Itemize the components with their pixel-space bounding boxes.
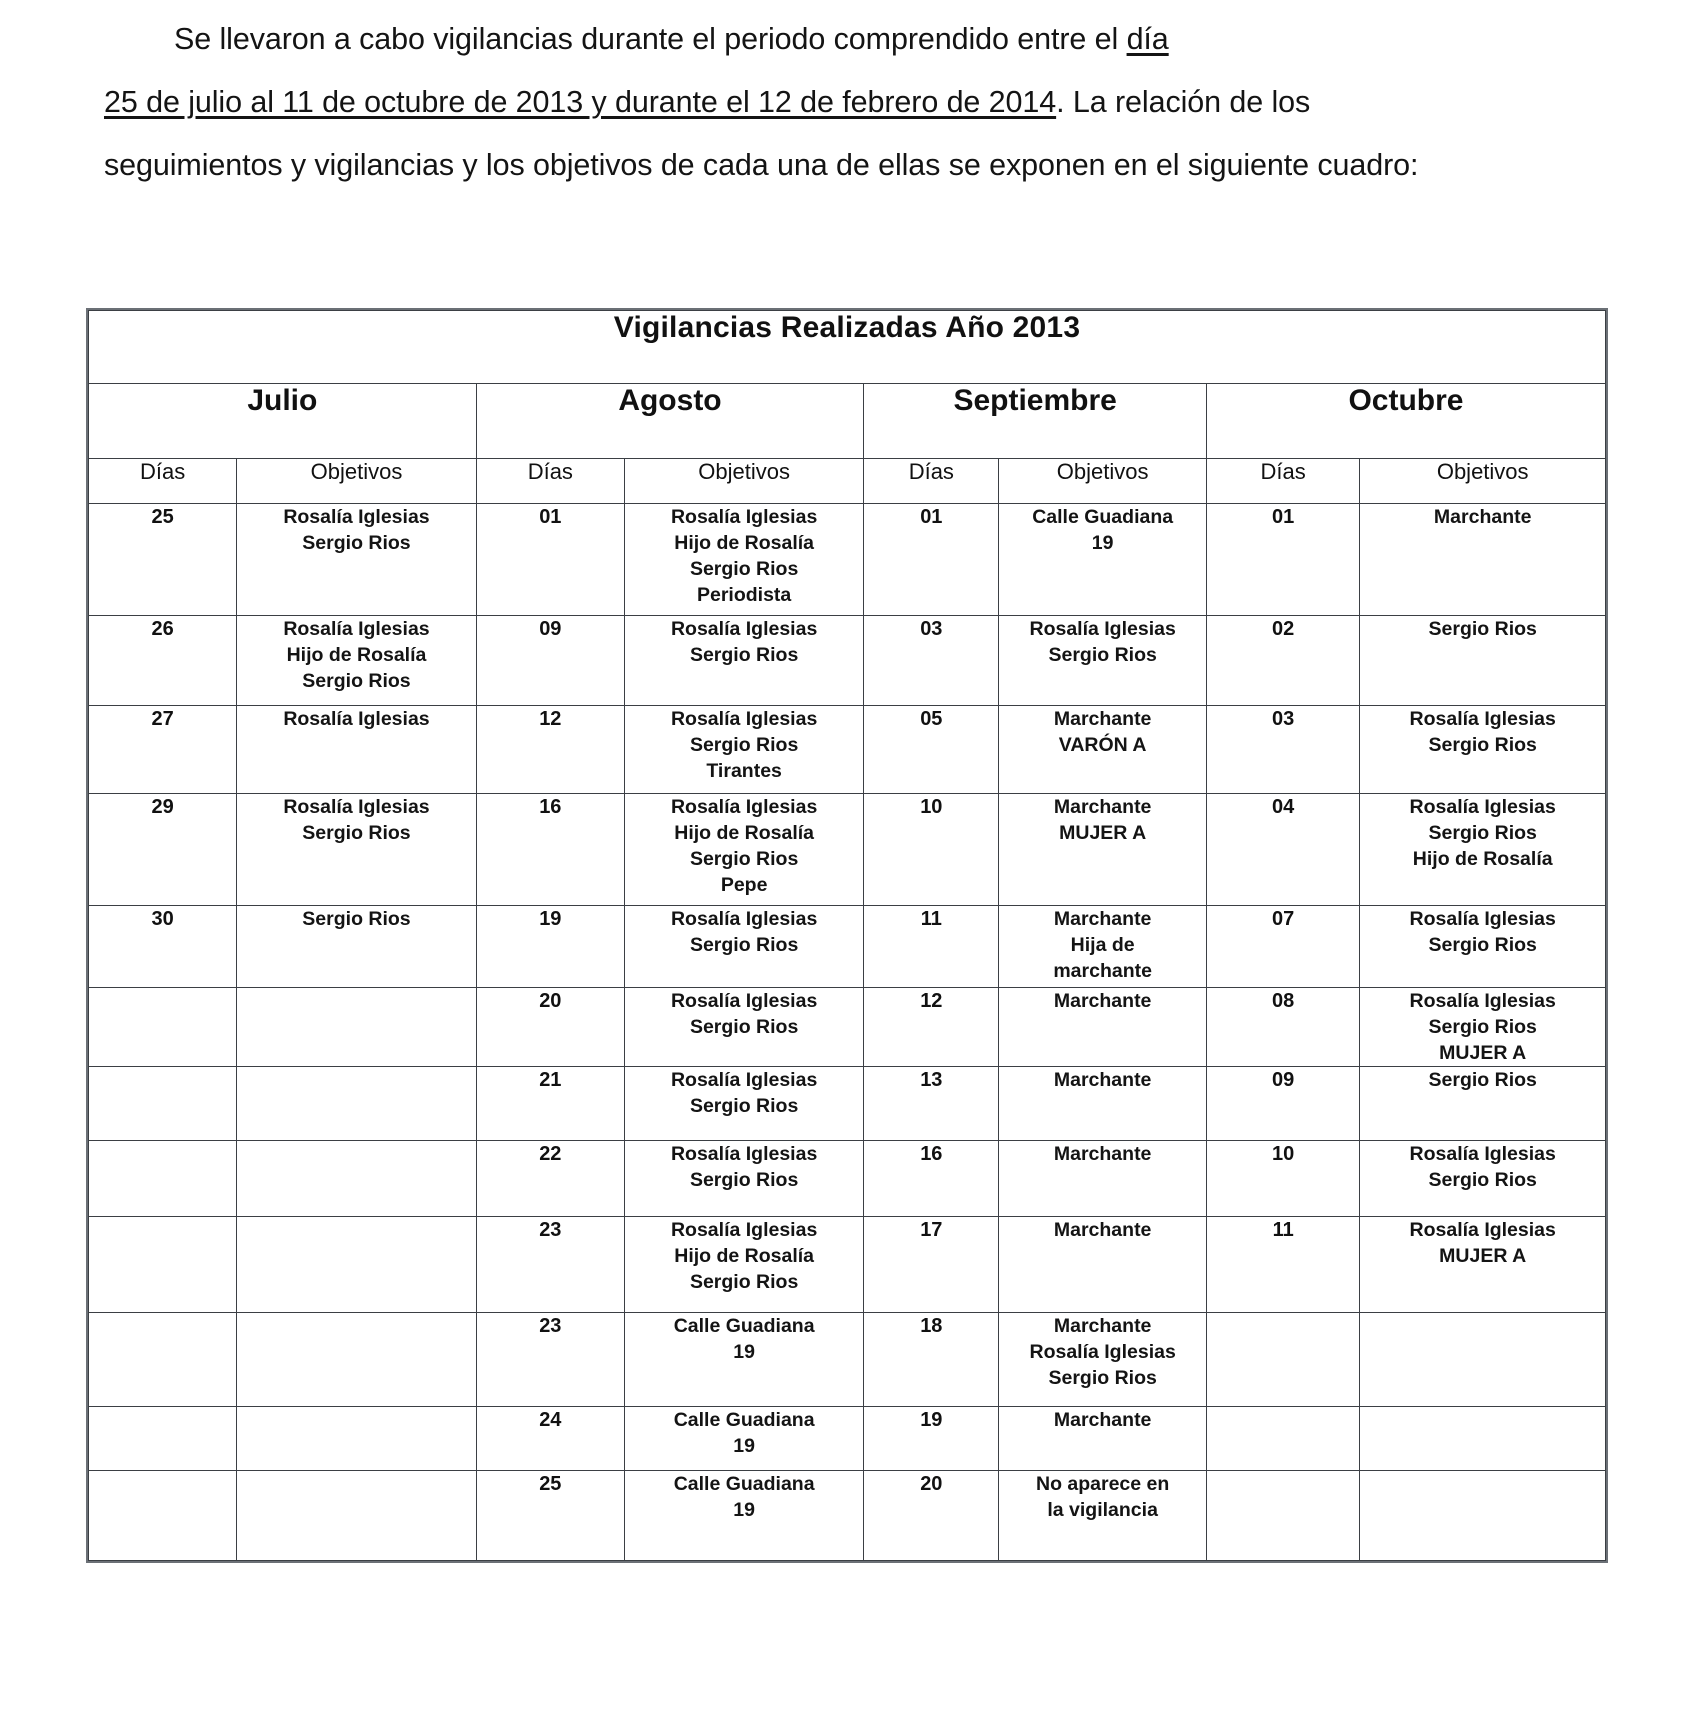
day-cell-julio [89, 1313, 237, 1407]
objective-line: Rosalía Iglesias [283, 618, 430, 640]
day-cell-agosto: 16 [476, 794, 624, 906]
objective-cell-julio [237, 906, 476, 988]
day-cell-septiembre: 17 [864, 1217, 999, 1313]
day-cell-octubre: 11 [1206, 1217, 1359, 1313]
objective-line: Sergio Rios [689, 848, 799, 870]
day-cell-agosto: 21 [476, 1067, 624, 1141]
objective-line: Sergio Rios [302, 908, 411, 930]
intro-line-1-plain: Se llevaron a cabo vigilancias durante el periodo comprendido entre el [174, 22, 1127, 56]
objective-line: Rosalía Iglesias [1409, 708, 1556, 730]
table-title: Vigilancias Realizadas Año 2013 [89, 311, 1606, 384]
objective-line: Rosalía Iglesias [1029, 618, 1176, 640]
objective-line: Calle Guadiana [673, 1409, 815, 1431]
day-cell-octubre [1206, 1471, 1359, 1561]
objective-cell-agosto [624, 988, 863, 1067]
day-cell-julio [89, 1067, 237, 1141]
objective-cell-octubre [1360, 706, 1606, 794]
objective-cell-octubre [1360, 988, 1606, 1067]
day-cell-agosto: 23 [476, 1313, 624, 1407]
day-cell-septiembre: 16 [864, 1141, 999, 1217]
day-cell-septiembre: 20 [864, 1471, 999, 1561]
objective-cell-julio [237, 1471, 476, 1561]
objective-cell-agosto [624, 1141, 863, 1217]
day-cell-septiembre: 19 [864, 1407, 999, 1471]
objective-line: Rosalía Iglesias [1409, 990, 1556, 1012]
objective-cell-octubre [1360, 616, 1606, 706]
objective-line: Rosalía Iglesias [283, 506, 430, 528]
objective-cell-julio [237, 988, 476, 1067]
objective-cell-julio [237, 706, 476, 794]
day-cell-julio: 25 [89, 504, 237, 616]
day-cell-julio: 26 [89, 616, 237, 706]
day-cell-octubre: 09 [1206, 1067, 1359, 1141]
objective-cell-julio [237, 1313, 476, 1407]
objective-line: Pepe [720, 874, 768, 896]
vigilancias-table-wrapper [88, 310, 1606, 1561]
objective-line: Sergio Rios [1428, 734, 1537, 756]
month-header-julio: Julio [89, 384, 477, 459]
table-row [89, 794, 1606, 906]
day-cell-septiembre: 03 [864, 616, 999, 706]
objective-line: Sergio Rios [302, 670, 411, 692]
objective-cell-julio [237, 616, 476, 706]
objective-cell-agosto [624, 504, 863, 616]
objective-cell-octubre [1360, 1313, 1606, 1407]
objective-line: Marchante [1053, 1143, 1152, 1165]
objective-line: Marchante [1053, 796, 1152, 818]
objective-cell-agosto [624, 1217, 863, 1313]
objective-cell-julio [237, 1067, 476, 1141]
table-title-row [89, 311, 1606, 384]
objective-line: Rosalía Iglesias [1029, 1341, 1176, 1363]
objective-line: Rosalía Iglesias [670, 1143, 818, 1165]
subheader-objetivos-octubre: Objetivos [1360, 459, 1606, 504]
day-cell-septiembre: 01 [864, 504, 999, 616]
objective-cell-septiembre [999, 1067, 1207, 1141]
objective-line: Marchante [1053, 1315, 1152, 1337]
table-row [89, 504, 1606, 616]
table-row [89, 906, 1606, 988]
objective-cell-agosto [624, 906, 863, 988]
objective-line: Rosalía Iglesias [283, 708, 430, 730]
intro-line-2 [104, 85, 1107, 119]
day-cell-julio [89, 1217, 237, 1313]
objective-cell-septiembre [999, 988, 1207, 1067]
objective-line: Marchante [1053, 1409, 1152, 1431]
day-cell-octubre: 01 [1206, 504, 1359, 616]
objective-line: Sergio Rios [1048, 1367, 1157, 1389]
objective-line: 19 [733, 1435, 755, 1457]
objective-line: Rosalía Iglesias [670, 908, 818, 930]
objective-cell-agosto [624, 1067, 863, 1141]
objective-line: Rosalía Iglesias [670, 708, 818, 730]
objective-line: Rosalía Iglesias [1409, 1219, 1556, 1241]
objective-line: Sergio Rios [302, 822, 411, 844]
objective-line: Hijo de Rosalía [286, 644, 427, 666]
objective-line: Rosalía Iglesias [1409, 908, 1556, 930]
objective-line: Sergio Rios [1428, 1169, 1537, 1191]
objective-line: Marchante [1053, 990, 1152, 1012]
day-cell-octubre [1206, 1407, 1359, 1471]
objective-line: Sergio Rios [689, 644, 799, 666]
day-cell-agosto: 23 [476, 1217, 624, 1313]
subheader-objetivos-agosto: Objetivos [624, 459, 863, 504]
objective-line: Sergio Rios [689, 734, 799, 756]
objective-cell-julio [237, 1141, 476, 1217]
objective-line: Rosalía Iglesias [670, 618, 818, 640]
objective-line: Sergio Rios [1428, 1016, 1537, 1038]
objective-line: Rosalía Iglesias [670, 506, 818, 528]
day-cell-septiembre: 11 [864, 906, 999, 988]
day-cell-octubre: 04 [1206, 794, 1359, 906]
day-cell-octubre [1206, 1313, 1359, 1407]
objective-cell-septiembre [999, 616, 1207, 706]
day-cell-julio [89, 1141, 237, 1217]
table-row [89, 1141, 1606, 1217]
day-cell-septiembre: 18 [864, 1313, 999, 1407]
table-head [89, 311, 1606, 504]
intro-line-1 [104, 8, 1489, 71]
objective-line: Sergio Rios [1428, 822, 1537, 844]
subheader-dias-septiembre: Días [864, 459, 999, 504]
objective-cell-septiembre [999, 906, 1207, 988]
objective-line: Rosalía Iglesias [1409, 1143, 1556, 1165]
objective-line: Tirantes [706, 760, 782, 782]
objective-line: Sergio Rios [1428, 1069, 1537, 1091]
day-cell-agosto: 25 [476, 1471, 624, 1561]
objective-cell-septiembre [999, 706, 1207, 794]
objective-line: Calle Guadiana [1032, 506, 1174, 528]
day-cell-julio: 30 [89, 906, 237, 988]
objective-cell-octubre [1360, 504, 1606, 616]
objective-line: la vigilancia [1047, 1499, 1158, 1521]
objective-line: Marchante [1433, 506, 1532, 528]
day-cell-agosto: 24 [476, 1407, 624, 1471]
month-header-septiembre: Septiembre [864, 384, 1207, 459]
table-row [89, 1067, 1606, 1141]
day-cell-septiembre: 10 [864, 794, 999, 906]
day-cell-octubre: 10 [1206, 1141, 1359, 1217]
table-row [89, 1407, 1606, 1471]
objective-cell-julio [237, 794, 476, 906]
objective-line: Hijo de Rosalía [674, 1245, 815, 1267]
objective-cell-agosto [624, 1313, 863, 1407]
objective-line: Hija de [1070, 934, 1135, 956]
objective-line: MUJER A [1439, 1042, 1527, 1064]
day-cell-agosto: 22 [476, 1141, 624, 1217]
day-cell-julio: 27 [89, 706, 237, 794]
day-cell-julio [89, 1407, 237, 1471]
objective-line: Marchante [1053, 908, 1152, 930]
objective-cell-septiembre [999, 1217, 1207, 1313]
objective-line: Sergio Rios [689, 558, 799, 580]
vigilancias-table [88, 310, 1606, 1561]
objective-line: Calle Guadiana [673, 1473, 815, 1495]
objective-line: 19 [1091, 532, 1114, 554]
objective-cell-septiembre [999, 794, 1207, 906]
objective-line: VARÓN A [1058, 734, 1147, 756]
objective-cell-octubre [1360, 1407, 1606, 1471]
intro-line-1-underlined: día [1126, 22, 1169, 56]
objective-cell-julio [237, 1217, 476, 1313]
subheader-row [89, 459, 1606, 504]
objective-line: Calle Guadiana [673, 1315, 815, 1337]
objective-line: Sergio Rios [1048, 644, 1157, 666]
objective-line: marchante [1053, 960, 1152, 982]
objective-line: Sergio Rios [1428, 934, 1537, 956]
objective-line: Hijo de Rosalía [674, 532, 815, 554]
objective-cell-octubre [1360, 794, 1606, 906]
objective-line: Rosalía Iglesias [670, 796, 818, 818]
objective-line: Sergio Rios [689, 1169, 799, 1191]
day-cell-agosto: 20 [476, 988, 624, 1067]
day-cell-septiembre: 12 [864, 988, 999, 1067]
day-cell-julio: 29 [89, 794, 237, 906]
month-header-octubre: Octubre [1206, 384, 1605, 459]
objective-cell-octubre [1360, 906, 1606, 988]
subheader-dias-agosto: Días [476, 459, 624, 504]
day-cell-julio [89, 988, 237, 1067]
table-row [89, 1471, 1606, 1561]
table-row [89, 1313, 1606, 1407]
objective-line: Periodista [696, 584, 792, 606]
day-cell-agosto: 09 [476, 616, 624, 706]
table-row [89, 616, 1606, 706]
objective-cell-octubre [1360, 1471, 1606, 1561]
objective-cell-agosto [624, 616, 863, 706]
day-cell-octubre: 07 [1206, 906, 1359, 988]
objective-cell-agosto [624, 706, 863, 794]
subheader-dias-julio: Días [89, 459, 237, 504]
objective-line: Sergio Rios [689, 934, 799, 956]
objective-line: Rosalía Iglesias [670, 990, 818, 1012]
day-cell-octubre: 02 [1206, 616, 1359, 706]
objective-line: Marchante [1053, 708, 1152, 730]
intro-paragraph [104, 8, 1489, 197]
subheader-dias-octubre: Días [1206, 459, 1359, 504]
objective-cell-septiembre [999, 1471, 1207, 1561]
intro-line-3: relación de los seguimientos y vigilancias y los objetivos de cada una de ellas se [104, 85, 1311, 182]
day-cell-octubre: 03 [1206, 706, 1359, 794]
objective-cell-julio [237, 1407, 476, 1471]
day-cell-agosto: 12 [476, 706, 624, 794]
objective-line: Rosalía Iglesias [670, 1219, 818, 1241]
objective-cell-septiembre [999, 504, 1207, 616]
objective-cell-octubre [1360, 1217, 1606, 1313]
objective-line: Sergio Rios [1428, 618, 1537, 640]
objective-cell-agosto [624, 794, 863, 906]
objective-cell-septiembre [999, 1407, 1207, 1471]
objective-line: No aparece en [1035, 1473, 1170, 1495]
objective-line: Marchante [1053, 1219, 1152, 1241]
objective-line: Sergio Rios [689, 1095, 799, 1117]
month-header-row [89, 384, 1606, 459]
objective-line: Sergio Rios [689, 1271, 799, 1293]
day-cell-agosto: 01 [476, 504, 624, 616]
intro-line-2-underlined: 25 de julio al 11 de octubre de 2013 y durante el 12 de febrero de 2014 [104, 85, 1057, 119]
objective-cell-agosto [624, 1407, 863, 1471]
objective-line: Rosalía Iglesias [670, 1069, 818, 1091]
intro-line-2-plain: . La [1056, 85, 1107, 119]
day-cell-septiembre: 05 [864, 706, 999, 794]
objective-line: 19 [733, 1341, 755, 1363]
day-cell-julio [89, 1471, 237, 1561]
objective-line: 19 [733, 1499, 755, 1521]
month-header-agosto: Agosto [476, 384, 864, 459]
objective-line: Rosalía Iglesias [1409, 796, 1556, 818]
objective-line: Sergio Rios [689, 1016, 799, 1038]
objective-cell-octubre [1360, 1141, 1606, 1217]
objective-cell-septiembre [999, 1141, 1207, 1217]
objective-line: MUJER A [1439, 1245, 1527, 1267]
objective-cell-julio [237, 504, 476, 616]
table-row [89, 1217, 1606, 1313]
day-cell-octubre: 08 [1206, 988, 1359, 1067]
objective-cell-octubre [1360, 1067, 1606, 1141]
day-cell-septiembre: 13 [864, 1067, 999, 1141]
intro-line-4: exponen en el siguiente cuadro: [989, 148, 1419, 182]
objective-line: Sergio Rios [302, 532, 411, 554]
objective-line: Marchante [1053, 1069, 1152, 1091]
table-row [89, 706, 1606, 794]
objective-line: Hijo de Rosalía [1412, 848, 1553, 870]
objective-line: Rosalía Iglesias [283, 796, 430, 818]
subheader-objetivos-septiembre: Objetivos [999, 459, 1207, 504]
subheader-objetivos-julio: Objetivos [237, 459, 476, 504]
objective-cell-agosto [624, 1471, 863, 1561]
day-cell-agosto: 19 [476, 906, 624, 988]
objective-line: Hijo de Rosalía [674, 822, 815, 844]
table-body [89, 504, 1606, 1561]
table-row [89, 988, 1606, 1067]
objective-line: MUJER A [1059, 822, 1147, 844]
objective-cell-septiembre [999, 1313, 1207, 1407]
